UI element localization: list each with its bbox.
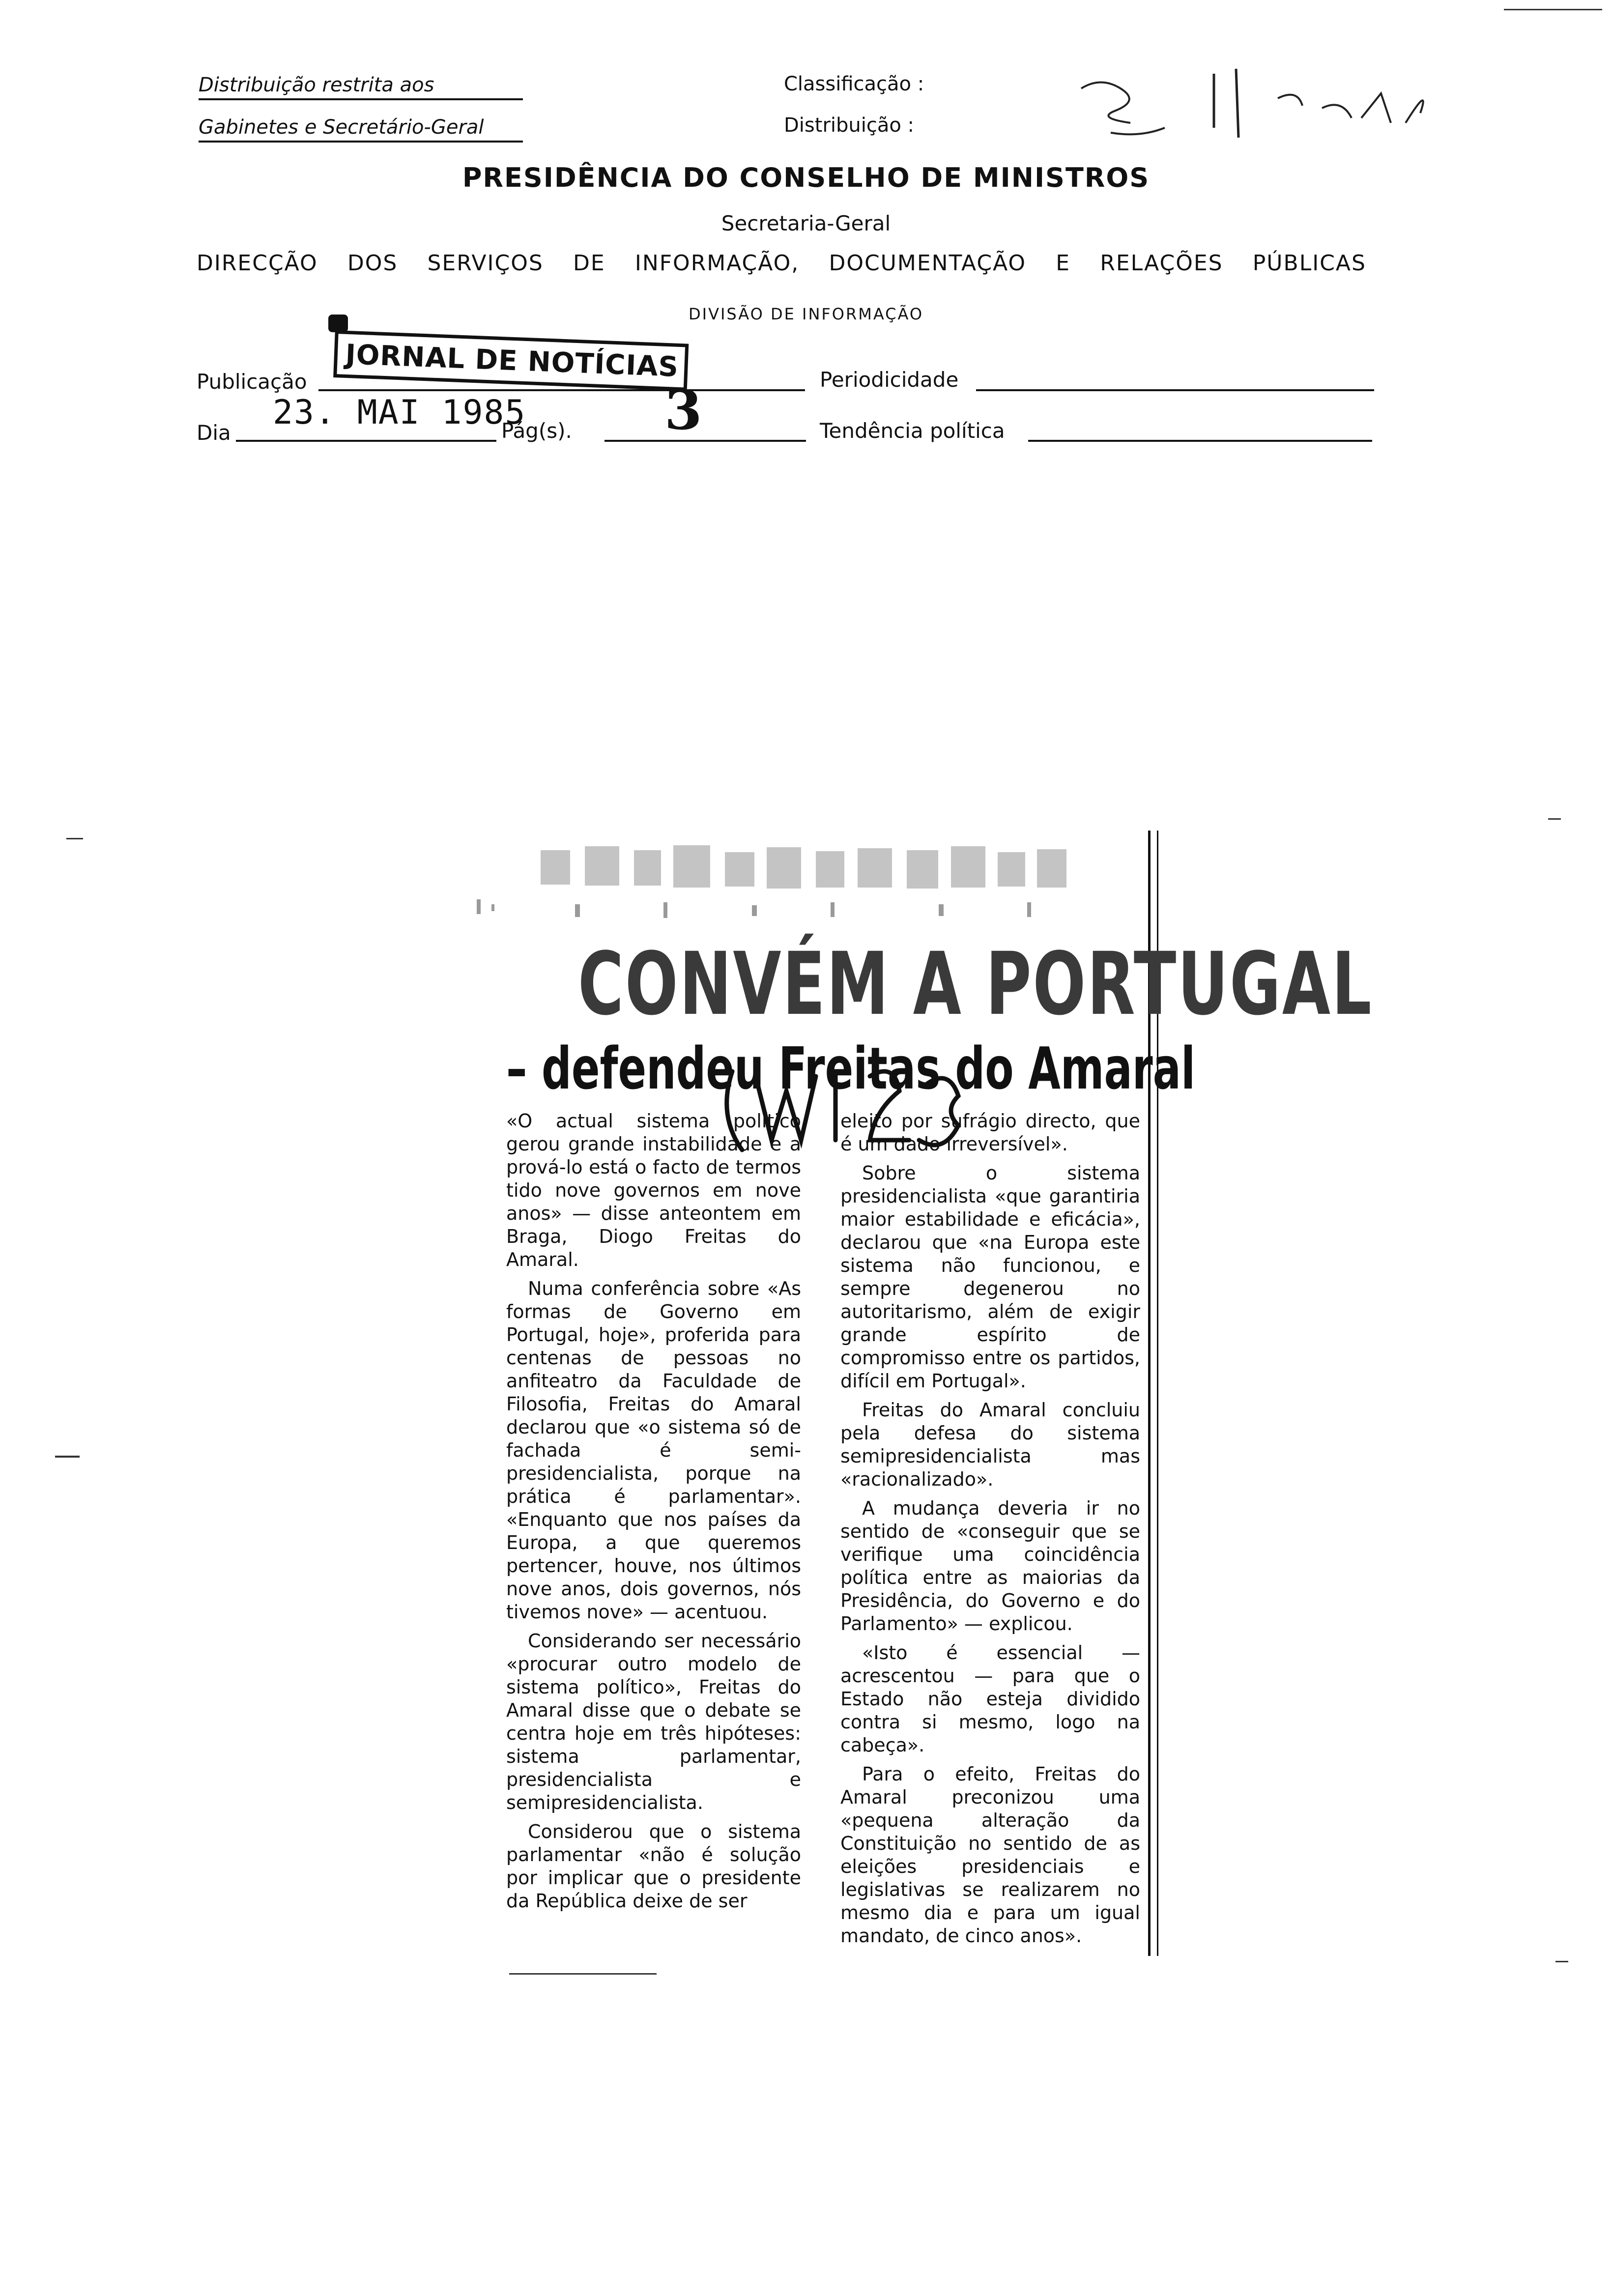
periodicidade-field-line [976,389,1374,391]
article-subheadline: – defendeu Freitas do Amaral [506,1034,1196,1102]
direction-line [197,251,1366,276]
direction-word: SERVIÇOS [427,251,544,276]
margin-mark [55,1456,80,1458]
tendencia-label: Tendência política [820,419,1005,443]
paragraph: eleito por sufrágio directo, que é um dado irreversível». [840,1110,1140,1155]
publication-stamp: JORNAL DE NOTÍCIAS [333,330,689,391]
direction-word: INFORMAÇÃO, [634,251,800,276]
paragraph: A mudança deveria ir no sentido de «conseguir que se verifique uma coincidência política entre as maiorias da Presidência, do Governo e do Parlamento» — explicou. [840,1497,1140,1635]
paragraph: Considerando ser necessário «procurar outro modelo de sistema político», Freitas do Amaral disse que o debate se centra hoje em três hipóteses: sistema parlamentar, presidencialista e semipresidencialista. [506,1630,801,1813]
handwritten-archive-number-icon [713,1042,988,1170]
distribution-line-2: Gabinetes e Secretário-Geral [199,116,484,139]
pag-label: Pág(s). [501,419,572,443]
dia-label: Dia [197,421,231,445]
margin-mark [66,838,83,839]
publicacao-label: Publicação [197,370,307,394]
column-end-rule [509,1973,657,1975]
organization-title: PRESIDÊNCIA DO CONSELHO DE MINISTROS [462,162,1150,193]
dia-field-line [236,440,496,442]
tendencia-field-line [1028,440,1372,442]
article-column-2 [840,1110,1140,1953]
date-stamp: 23. MAI 1985 [273,393,526,432]
paragraph: «O actual sistema político gerou grande instabilidade e a prová-lo está o facto de termos tido nove governos em nove anos» — disse anteontem em Braga, Diogo Freitas do Amaral. [506,1110,801,1270]
division-label: DIVISÃO DE INFORMAÇÃO [688,305,924,323]
periodicidade-label: Periodicidade [820,368,959,392]
margin-mark [1548,818,1561,820]
distribuicao-label: Distribuição : [784,114,915,137]
publicacao-field-line [318,389,805,391]
pag-field-line [604,440,806,442]
distribution-rule-1 [199,98,523,100]
direction-word: RELAÇÕES [1100,251,1223,276]
distribution-rule-2 [199,141,523,143]
secretariat-subtitle: Secretaria-Geral [721,211,891,235]
direction-word: DE [573,251,605,276]
paragraph: «Isto é essencial — acrescentou — para que o Estado não esteja dividido contra si mesmo, logo na cabeça». [840,1642,1140,1756]
paragraph: Sobre o sistema presidencialista «que garantiria maior estabilidade e eficácia», declarou que «na Europa este sistema não funcionou, e sempre degenerou no autoritarismo, além de exigir grande espírito de compromisso entre os partidos, difícil em Portugal». [840,1162,1140,1392]
paragraph: Para o efeito, Freitas do Amaral preconizou uma «pequena alteração da Constituição no sentido de as eleições presidenciais e legislativas se realizarem no mesmo dia e para um igual mandato, de cinco anos». [840,1763,1140,1947]
direction-word: E [1056,251,1071,276]
classificacao-label: Classificação : [784,73,924,95]
top-right-rule [1504,9,1602,10]
direction-word: PÚBLICAS [1252,251,1366,276]
page-number-handwritten: 3 [664,378,702,442]
article-column-1 [506,1110,801,1919]
paragraph: Numa conferência sobre «As formas de Governo em Portugal, hoje», proferida para centenas de pessoas no anfiteatro da Faculdade de Filosofia, Freitas do Amaral declarou que «o sistema só de fachada é semi-presidencialista, porque na prática é parlamentar». «Enquanto que nos países da Europa, a que queremos pertencer, houve, nos últimos nove anos, dois governos, nós tivemos nove» — acentuou. [506,1278,801,1623]
distribution-line-1: Distribuição restrita aos [199,74,434,96]
direction-word: DOS [347,251,398,276]
article-headline: CONVÉM A PORTUGAL [578,934,1373,1034]
handwritten-mark-icon [1066,64,1445,147]
faded-headline-texture [457,831,1111,929]
paragraph: Considerou que o sistema parlamentar «não é solução por implicar que o presidente da República deixe de ser [506,1821,801,1912]
margin-mark [1555,1961,1568,1962]
stamp-ink-blot [328,315,348,332]
direction-word: DIRECÇÃO [197,251,318,276]
direction-word: DOCUMENTAÇÃO [829,251,1027,276]
paragraph: Freitas do Amaral concluiu pela defesa do sistema semipresidencialista mas «racionalizado». [840,1399,1140,1490]
